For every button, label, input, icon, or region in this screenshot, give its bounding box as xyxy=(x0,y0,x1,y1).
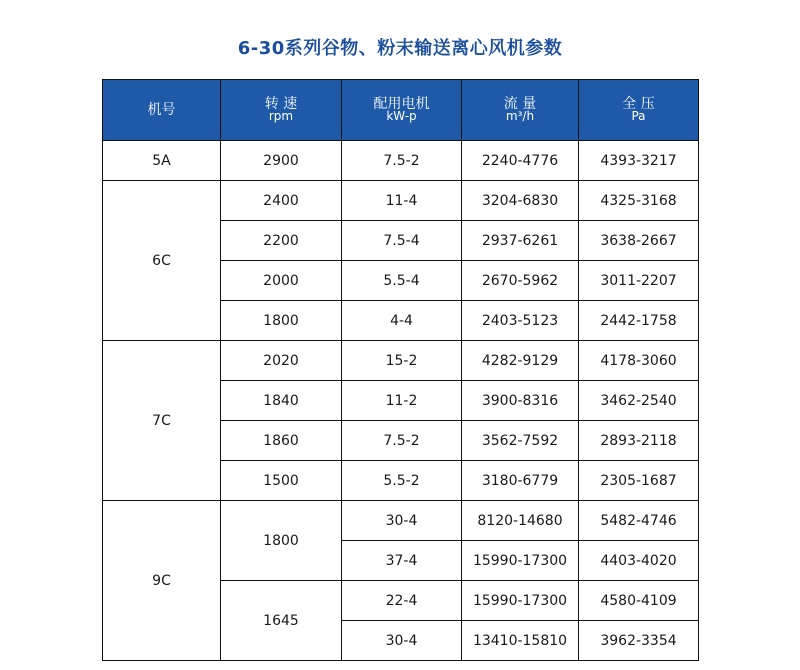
cell-speed: 2900 xyxy=(221,141,342,181)
cell-pressure: 4403-4020 xyxy=(579,541,699,581)
cell-model: 6C xyxy=(103,181,221,341)
cell-motor: 5.5-4 xyxy=(342,261,462,301)
cell-flow: 3562-7592 xyxy=(462,421,579,461)
header-label: 全 压 xyxy=(622,96,655,112)
cell-flow: 2403-5123 xyxy=(462,301,579,341)
cell-flow: 13410-15810 xyxy=(462,621,579,661)
cell-flow: 15990-17300 xyxy=(462,541,579,581)
cell-pressure: 3462-2540 xyxy=(579,381,699,421)
header-speed xyxy=(221,80,342,141)
header-label: 流 量 xyxy=(503,96,537,112)
header-model xyxy=(103,80,221,141)
cell-motor: 15-2 xyxy=(342,341,462,381)
header-flow xyxy=(462,80,579,141)
table-row xyxy=(103,141,699,181)
table-row xyxy=(103,181,699,221)
cell-pressure: 4580-4109 xyxy=(579,581,699,621)
cell-motor: 30-4 xyxy=(342,501,462,541)
cell-speed: 2200 xyxy=(221,221,342,261)
cell-motor: 30-4 xyxy=(342,621,462,661)
cell-speed: 1860 xyxy=(221,421,342,461)
cell-motor: 37-4 xyxy=(342,541,462,581)
cell-flow: 2240-4776 xyxy=(462,141,579,181)
cell-model: 5A xyxy=(103,141,221,181)
table-header-row xyxy=(103,80,699,141)
cell-speed: 1800 xyxy=(221,301,342,341)
cell-flow: 2670-5962 xyxy=(462,261,579,301)
cell-pressure: 5482-4746 xyxy=(579,501,699,541)
table-row xyxy=(103,341,699,381)
cell-flow: 3204-6830 xyxy=(462,181,579,221)
fan-parameters-table xyxy=(102,79,699,661)
header-label: 机号 xyxy=(147,101,176,118)
header-unit: Pa xyxy=(631,109,646,123)
cell-motor: 7.5-2 xyxy=(342,141,462,181)
cell-pressure: 3638-2667 xyxy=(579,221,699,261)
cell-flow: 3180-6779 xyxy=(462,461,579,501)
header-label: 配用电机 xyxy=(373,96,430,112)
page-title: 6-30系列谷物、粉末输送离心风机参数 xyxy=(237,38,563,59)
cell-pressure: 3962-3354 xyxy=(579,621,699,661)
table-body xyxy=(103,141,699,661)
cell-motor: 22-4 xyxy=(342,581,462,621)
cell-pressure: 4325-3168 xyxy=(579,181,699,221)
header-pressure xyxy=(579,80,699,141)
cell-model: 9C xyxy=(103,501,221,661)
cell-pressure: 3011-2207 xyxy=(579,261,699,301)
cell-speed: 2400 xyxy=(221,181,342,221)
header-unit: m³/h xyxy=(505,109,535,123)
cell-speed: 2020 xyxy=(221,341,342,381)
table-row xyxy=(103,501,699,541)
cell-flow: 4282-9129 xyxy=(462,341,579,381)
cell-flow: 2937-6261 xyxy=(462,221,579,261)
cell-speed: 1800 xyxy=(221,501,342,581)
cell-speed: 1645 xyxy=(221,581,342,661)
header-motor xyxy=(342,80,462,141)
cell-pressure: 2442-1758 xyxy=(579,301,699,341)
cell-motor: 7.5-4 xyxy=(342,221,462,261)
header-unit: kW-p xyxy=(386,109,417,123)
cell-motor: 7.5-2 xyxy=(342,421,462,461)
cell-pressure: 2305-1687 xyxy=(579,461,699,501)
cell-motor: 11-2 xyxy=(342,381,462,421)
cell-speed: 1840 xyxy=(221,381,342,421)
cell-pressure: 4393-3217 xyxy=(579,141,699,181)
cell-motor: 5.5-2 xyxy=(342,461,462,501)
cell-motor: 4-4 xyxy=(342,301,462,341)
header-unit: rpm xyxy=(268,109,294,123)
cell-motor: 11-4 xyxy=(342,181,462,221)
cell-pressure: 4178-3060 xyxy=(579,341,699,381)
cell-flow: 15990-17300 xyxy=(462,581,579,621)
cell-pressure: 2893-2118 xyxy=(579,421,699,461)
cell-flow: 3900-8316 xyxy=(462,381,579,421)
cell-flow: 8120-14680 xyxy=(462,501,579,541)
cell-model: 7C xyxy=(103,341,221,501)
cell-speed: 2000 xyxy=(221,261,342,301)
cell-speed: 1500 xyxy=(221,461,342,501)
header-label: 转 速 xyxy=(264,96,298,112)
